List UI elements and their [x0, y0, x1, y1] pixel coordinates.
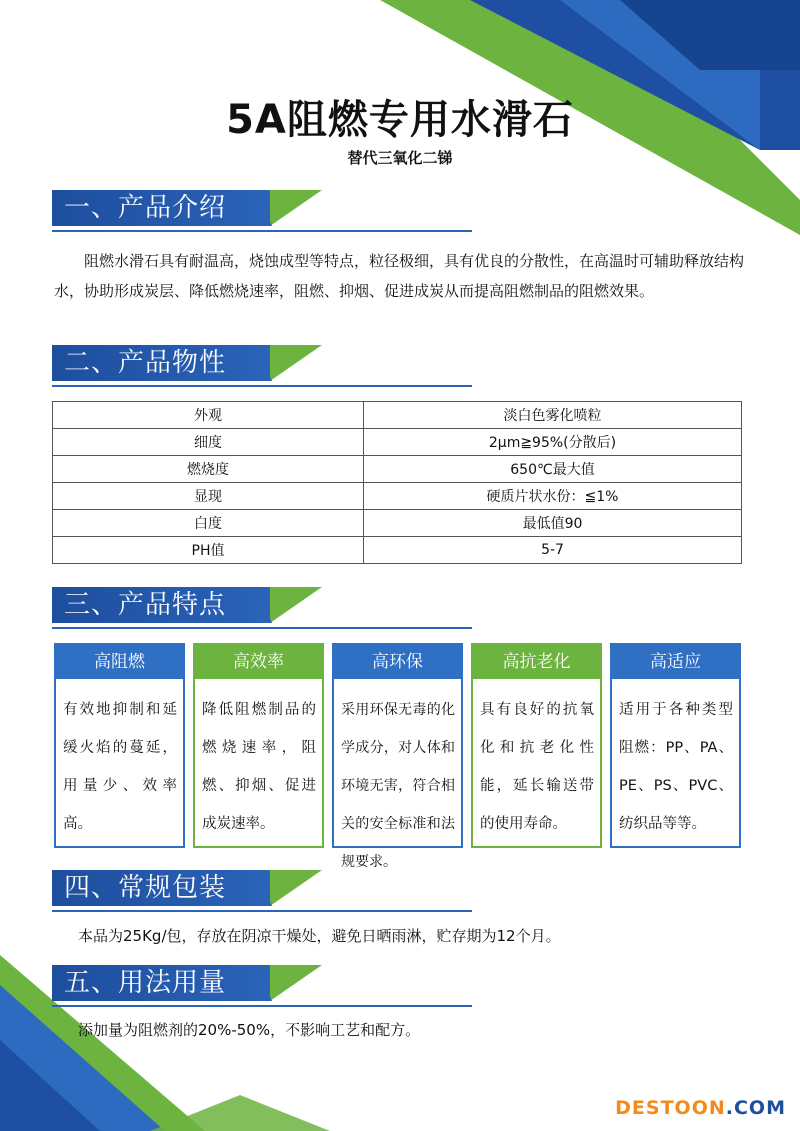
feature-cards	[54, 643, 742, 870]
feature-title: 高效率	[195, 645, 322, 679]
section-header-features	[52, 587, 472, 633]
watermark-suffix: .COM	[725, 1097, 786, 1119]
property-name: 燃烧度	[53, 456, 364, 483]
property-value: 淡白色雾化喷粒	[364, 402, 742, 429]
property-name: PH值	[53, 537, 364, 564]
feature-text: 采用环保无毒的化学成分，对人体和环境无害，符合相关的安全标准和法规要求。	[341, 702, 455, 870]
site-watermark	[615, 1097, 786, 1119]
usage-text: 添加量为阻燃剂的20%-50%，不影响工艺和配方。	[78, 1021, 421, 1039]
table-row	[53, 429, 742, 456]
feature-card	[332, 643, 463, 870]
table-row	[53, 402, 742, 429]
properties-table	[52, 401, 742, 564]
property-value: 650℃最大值	[364, 456, 742, 483]
page-subtitle: 替代三氧化二锑	[347, 149, 453, 167]
feature-card	[471, 643, 602, 848]
feature-title: 高适应	[612, 645, 739, 679]
feature-card	[54, 643, 185, 848]
section-title: 三、产品特点	[64, 590, 227, 620]
property-name: 显现	[53, 483, 364, 510]
property-name: 白度	[53, 510, 364, 537]
table-row	[53, 456, 742, 483]
feature-title: 高抗老化	[473, 645, 600, 679]
packaging-text: 本品为25Kg/包，存放在阴凉干燥处，避免日晒雨淋，贮存期为12个月。	[78, 927, 561, 945]
feature-title: 高阻燃	[56, 645, 183, 679]
section-header-intro	[52, 190, 472, 236]
section-header-usage	[52, 965, 472, 1011]
section-header-packaging	[52, 870, 472, 916]
property-value: 硬质片状水份：≦1%	[364, 483, 742, 510]
section-header-properties	[52, 345, 472, 391]
page-title: 5A阻燃专用水滑石	[226, 97, 574, 143]
section-title: 五、用法用量	[64, 968, 227, 998]
section-title: 四、常规包装	[64, 873, 227, 903]
feature-title: 高环保	[334, 645, 461, 679]
property-name: 外观	[53, 402, 364, 429]
section-title: 一、产品介绍	[64, 193, 227, 223]
intro-paragraph: 阻燃水滑石具有耐温高，烧蚀成型等特点，粒径极细，具有优良的分散性，在高温时可辅助释放结构水，协助形成炭层、降低燃烧速率，阻燃、抑烟、促进成炭从而提高阻燃制品的阻燃效果。	[54, 252, 745, 300]
feature-card	[610, 643, 741, 848]
property-value: 2μm≧95%(分散后)	[364, 429, 742, 456]
property-value: 最低值90	[364, 510, 742, 537]
feature-card	[193, 643, 324, 848]
table-row	[53, 483, 742, 510]
property-name: 细度	[53, 429, 364, 456]
watermark-brand: DESTOON	[615, 1097, 726, 1119]
feature-text: 降低阻燃制品的燃烧速率，阻燃、抑烟、促进成炭速率。	[202, 702, 316, 832]
table-row	[53, 510, 742, 537]
section-title: 二、产品物性	[64, 348, 227, 378]
feature-text: 适用于各种类型阻燃：PP、PA、PE、PS、PVC、纺织品等等。	[619, 702, 733, 832]
feature-text: 有效地抑制和延缓火焰的蔓延，用量少、效率高。	[63, 702, 177, 832]
property-value: 5-7	[364, 537, 742, 564]
table-row	[53, 537, 742, 564]
feature-text: 具有良好的抗氧化和抗老化性能，延长输送带的使用寿命。	[480, 702, 594, 832]
